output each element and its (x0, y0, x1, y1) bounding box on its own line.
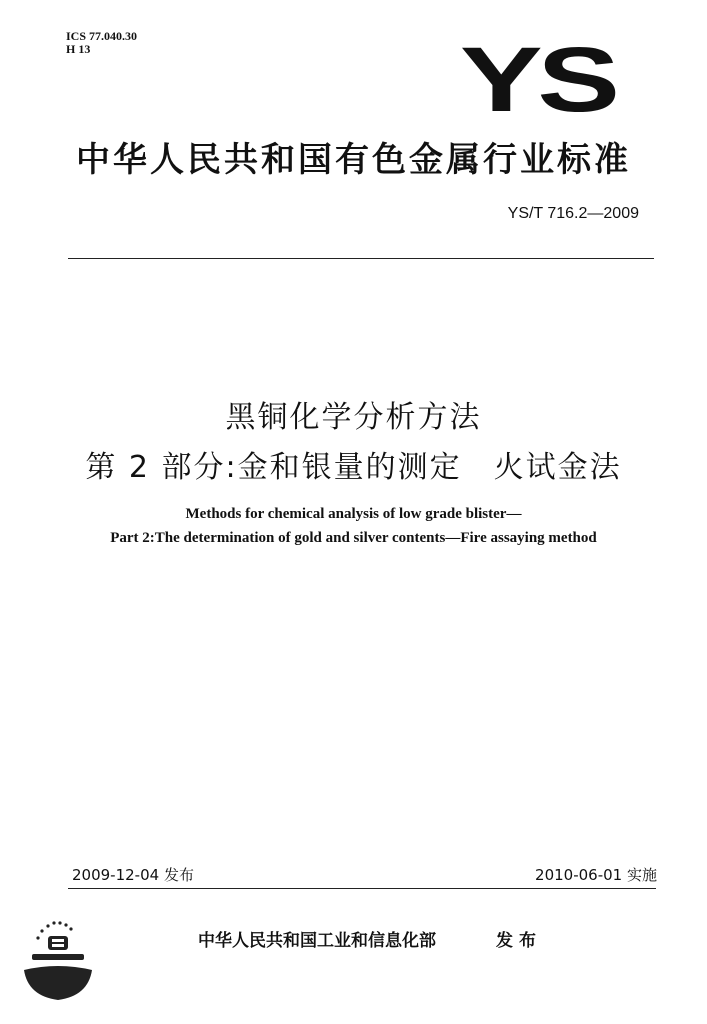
ys-logo: YS (460, 29, 615, 131)
classification-codes (66, 30, 137, 56)
publish-label: 发布 (496, 931, 542, 951)
implementation-date: 2010-06-01 实施 (535, 866, 657, 884)
standard-title: 中华人民共和国有色金属行业标准 (76, 140, 631, 180)
publisher-name: 中华人民共和国工业和信息化部 (198, 931, 436, 951)
standard-code: YS/T 716.2—2009 (507, 205, 639, 222)
publisher-stamp-icon (18, 912, 98, 1002)
chinese-title-line-1: 黑铜化学分析方法 (225, 400, 482, 435)
ics-code: ICS 77.040.30 (66, 29, 138, 43)
english-title-line-2: Part 2:The determination of gold and silver contents—Fire assaying method (110, 530, 597, 546)
bottom-divider (68, 888, 656, 889)
chinese-title-line-2: 第 2 部分:金和银量的测定 火试金法 (85, 450, 622, 485)
ccs-code: H 13 (66, 42, 91, 56)
english-title-line-1: Methods for chemical analysis of low grade blister— (185, 506, 522, 522)
issue-date: 2009-12-04 发布 (72, 866, 194, 884)
top-divider (68, 258, 654, 259)
